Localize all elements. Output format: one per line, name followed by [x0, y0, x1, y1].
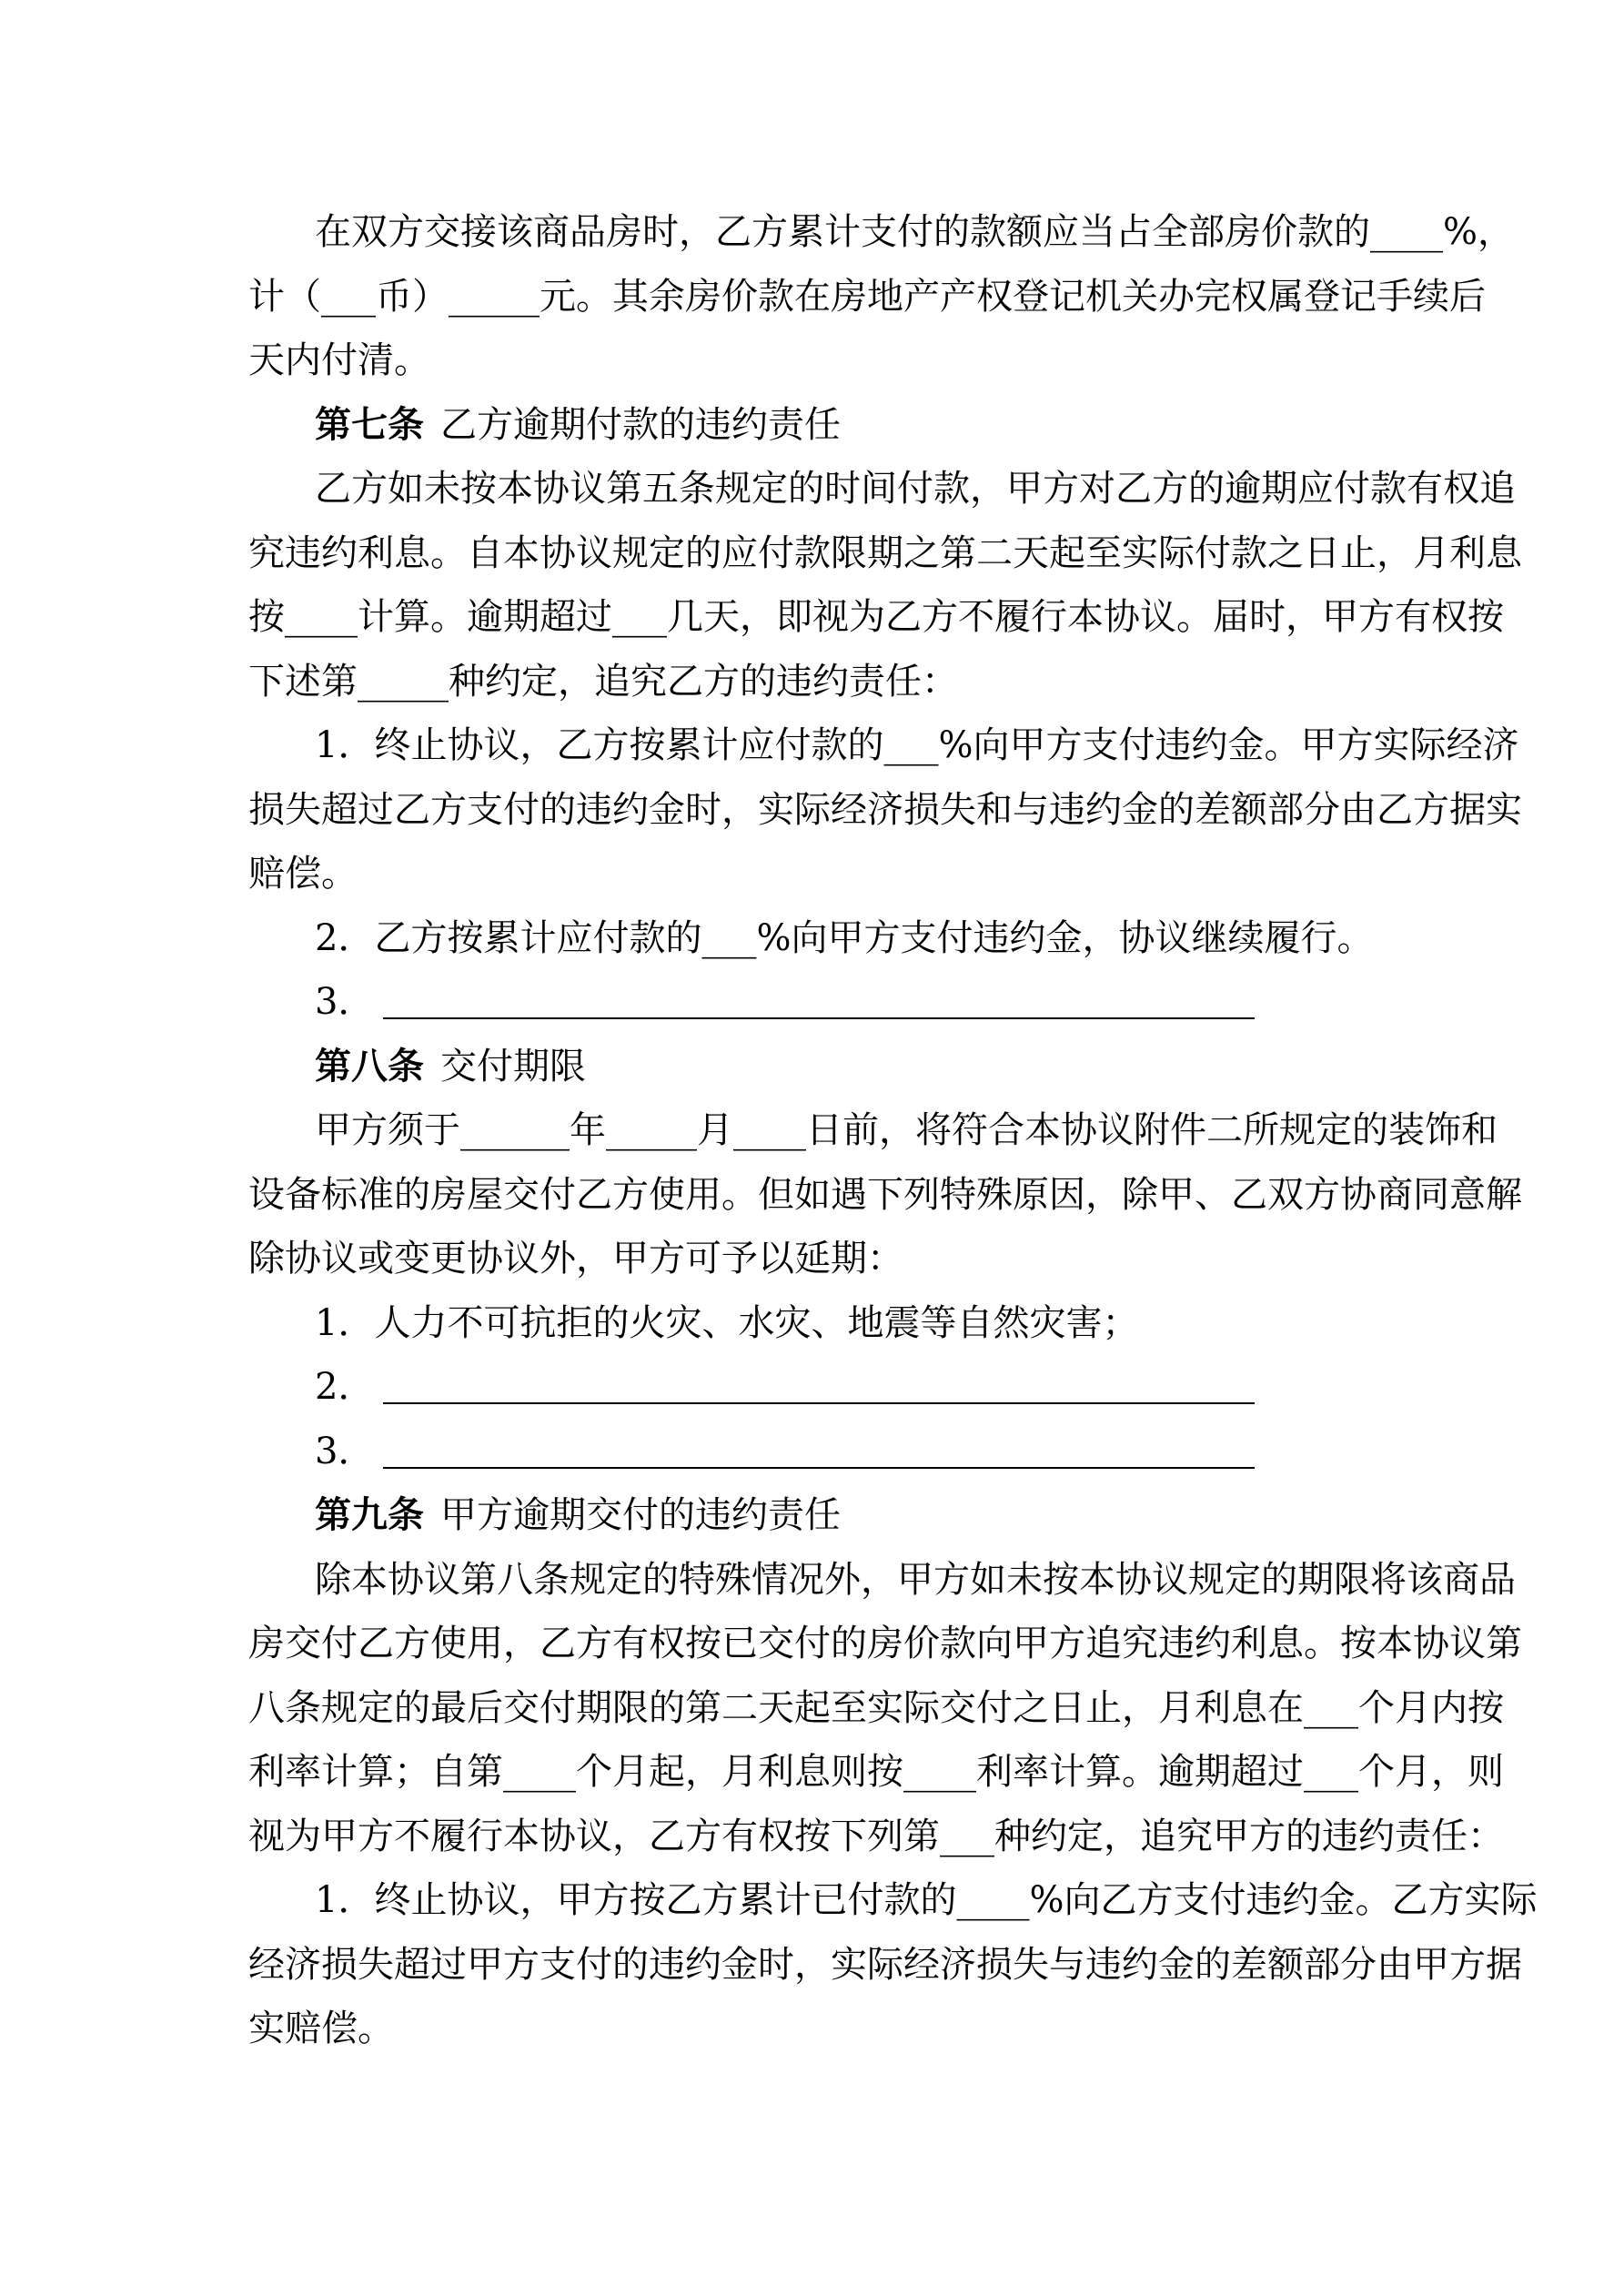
line-text: 视为甲方不履行本协议，乙方有权按下列第___种约定，追究甲方的违约责任： — [248, 1815, 1504, 1857]
text-line — [248, 1805, 1504, 1869]
fill-in-blank-line — [383, 1431, 1255, 1469]
text-line — [248, 457, 1516, 521]
text-line — [248, 1291, 1395, 1356]
article-heading — [248, 1483, 1395, 1548]
line-text: 天内付清。 — [248, 339, 430, 381]
text-line — [248, 1548, 1516, 1613]
line-text: 2．乙方按累计应付款的___%向甲方支付违约金，协议继续履行。 — [315, 916, 1374, 959]
line-text: 1．终止协议，乙方按累计应付款的___%向甲方支付违约金。甲方实际经济 — [315, 724, 1519, 766]
text-line — [248, 970, 1395, 1035]
text-line — [248, 1420, 1395, 1484]
text-line — [248, 1355, 1395, 1420]
line-text: 赔偿。 — [248, 853, 358, 895]
text-line — [248, 265, 1486, 329]
text-line — [248, 1098, 1498, 1163]
article-number: 第八条 — [315, 1044, 424, 1087]
article-heading — [248, 393, 1395, 458]
article-title: 甲方逾期交付的违约责任 — [440, 1494, 841, 1536]
fill-in-blank-line — [383, 981, 1255, 1019]
line-text: 1．人力不可抗拒的火灾、水灾、地震等自然灾害； — [315, 1301, 1139, 1344]
line-text: 设备标准的房屋交付乙方使用。但如遇下列特殊原因，除甲、乙双方协商同意解 — [248, 1173, 1522, 1216]
text-line — [248, 713, 1519, 778]
text-line — [248, 1163, 1522, 1228]
line-text: 乙方如未按本协议第五条规定的时间付款，甲方对乙方的逾期应付款有权追 — [315, 468, 1516, 510]
article-heading — [248, 1035, 1395, 1099]
fill-in-blank-line — [383, 1366, 1255, 1404]
text-line — [248, 778, 1522, 843]
text-line — [248, 521, 1522, 586]
text-line — [248, 1868, 1538, 1933]
line-text: 房交付乙方使用，乙方有权按已交付的房价款向甲方追究违约利息。按本协议第 — [248, 1623, 1522, 1664]
line-text: 经济损失超过甲方支付的违约金时，实际经济损失与违约金的差额部分由甲方据 — [248, 1943, 1522, 1986]
line-text: 3． — [315, 981, 375, 1023]
line-text: 甲方须于______年_____月____日前，将符合本协议附件二所规定的装饰和 — [315, 1109, 1498, 1151]
line-text: 损失超过乙方支付的违约金时，实际经济损失和与违约金的差额部分由乙方据实 — [248, 788, 1522, 831]
text-line — [248, 1740, 1504, 1805]
text-line — [248, 1612, 1522, 1676]
line-text: 计（___币）_____元。其余房价款在房地产产权登记机关办完权属登记手续后 — [248, 275, 1486, 318]
text-line — [248, 1676, 1504, 1741]
line-text: 在双方交接该商品房时，乙方累计支付的款额应当占全部房价款的____%， — [315, 211, 1515, 253]
line-text: 3． — [315, 1430, 375, 1472]
text-line — [248, 1997, 1395, 2061]
text-line — [248, 1933, 1522, 1998]
line-text: 1．终止协议，甲方按乙方累计已付款的____%向乙方支付违约金。乙方实际 — [315, 1879, 1538, 1921]
line-text: 除协议或变更协议外，甲方可予以延期： — [248, 1238, 903, 1279]
article-number: 第九条 — [315, 1493, 424, 1536]
line-text: 按____计算。逾期超过___几天，即视为乙方不履行本协议。届时，甲方有权按 — [248, 596, 1504, 638]
line-text: 下述第_____种约定，追究乙方的违约责任： — [248, 660, 958, 703]
line-text: 实赔偿。 — [248, 2008, 394, 2049]
document-body — [248, 200, 1538, 2061]
line-text: 究违约利息。自本协议规定的应付款限期之第二天起至实际付款之日止，月利息 — [248, 531, 1522, 574]
line-text: 八条规定的最后交付期限的第二天起至实际交付之日止，月利息在___个月内按 — [248, 1686, 1504, 1729]
article-title: 乙方逾期付款的违约责任 — [440, 403, 841, 446]
line-text: 利率计算；自第____个月起，月利息则按____利率计算。逾期超过___个月，则 — [248, 1751, 1504, 1793]
text-line — [248, 842, 1395, 906]
line-text: 除本协议第八条规定的特殊情况外，甲方如未按本协议规定的期限将该商品 — [315, 1558, 1516, 1601]
article-number: 第七条 — [315, 402, 424, 446]
text-line — [248, 906, 1395, 971]
text-line — [248, 329, 1395, 393]
article-title: 交付期限 — [440, 1045, 586, 1087]
text-line — [248, 200, 1515, 265]
text-line — [248, 650, 1395, 714]
text-line — [248, 1227, 1395, 1291]
line-text: 2． — [315, 1366, 375, 1408]
text-line — [248, 585, 1504, 650]
